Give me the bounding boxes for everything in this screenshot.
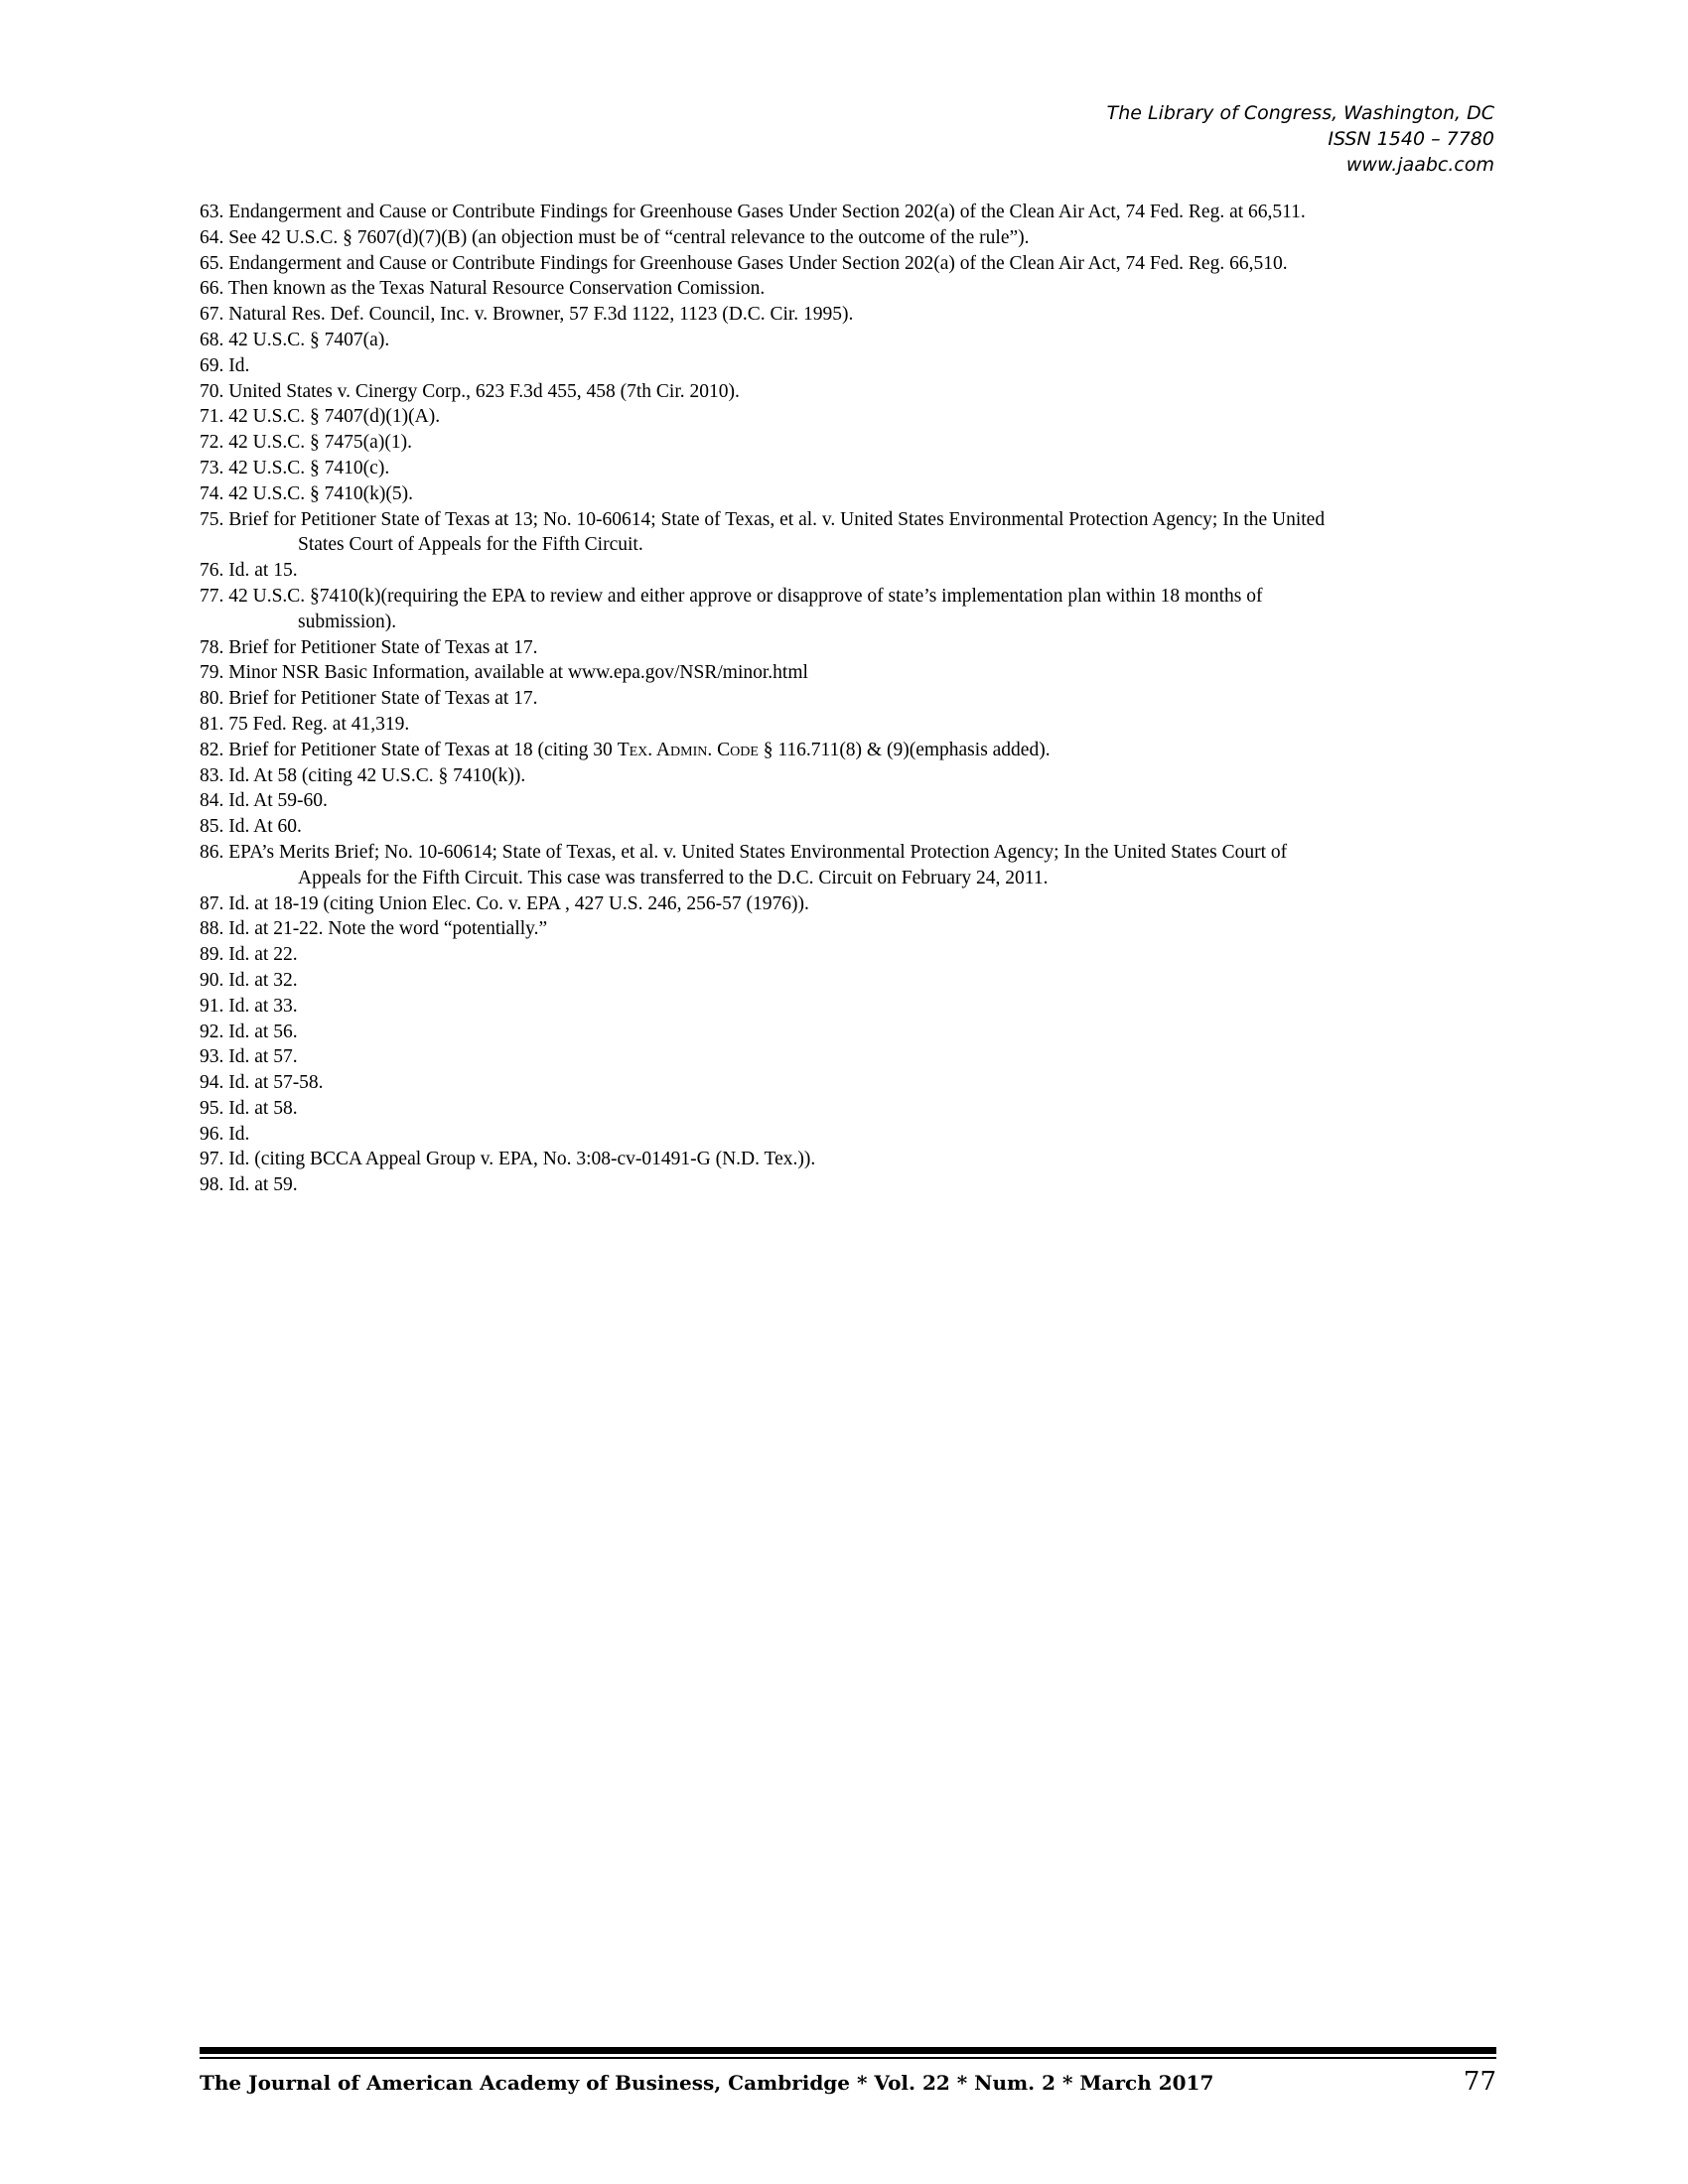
endnote (200, 1172, 1500, 1198)
endnote (200, 456, 1500, 481)
endnote (200, 891, 1500, 917)
endnote-text: 94. Id. at 57-58. (200, 1072, 324, 1094)
endnote-text: 93. Id. at 57. (200, 1046, 298, 1068)
endnote (200, 558, 1500, 584)
endnote (200, 584, 1500, 635)
endnote-text: 66. Then known as the Texas Natural Resource Conservation Comission. (200, 278, 766, 300)
endnote (200, 635, 1500, 661)
endnote (200, 738, 1500, 763)
endnote-text: 76. Id. at 15. (200, 560, 298, 582)
endnote (200, 968, 1500, 994)
endnote-text: 98. Id. at 59. (200, 1174, 298, 1196)
endnote-text: 73. 42 U.S.C. § 7410(c). (200, 457, 390, 478)
endnote-text: 96. Id. (200, 1123, 250, 1145)
running-footer (200, 2067, 1496, 2101)
header-website: www.jaabc.com (1345, 154, 1494, 176)
endnote (200, 225, 1500, 251)
endnote-text: 80. Brief for Petitioner State of Texas at 17. (200, 688, 538, 710)
endnote (200, 788, 1500, 814)
endnote-text: 65. Endangerment and Cause or Contribute Findings for Greenhouse Gases Under Section 202(a) of the Clean Air Act, 74 Fed. Reg. 66,510. (200, 252, 1288, 274)
endnote (200, 481, 1500, 507)
endnote (200, 1096, 1500, 1122)
endnote-text: 70. United States v. Cinergy Corp., 623 F.3d 455, 458 (7th Cir. 2010). (200, 380, 740, 402)
endnote (200, 763, 1500, 789)
endnote (200, 916, 1500, 942)
endnote-text: 90. Id. at 32. (200, 969, 298, 991)
endnote (200, 994, 1500, 1020)
endnote-text: 81. 75 Fed. Reg. at 41,319. (200, 713, 410, 735)
endnote-text: 84. Id. At 59-60. (200, 790, 328, 812)
endnote-text: 75. Brief for Petitioner State of Texas at 13; No. 10-60614; State of Texas, et al. v. United States Environmental Protection Agency; In the United (200, 508, 1326, 530)
endnote-text: 86. EPA’s Merits Brief; No. 10-60614; State of Texas, et al. v. United States Environmental Protection Agency; In the United States Court of (200, 841, 1288, 863)
endnotes-list (200, 200, 1500, 1198)
endnote-text: 74. 42 U.S.C. § 7410(k)(5). (200, 482, 414, 504)
endnote (200, 686, 1500, 712)
endnote-text: 67. Natural Res. Def. Council, Inc. v. Browner, 57 F.3d 1122, 1123 (D.C. Cir. 1995). (200, 304, 854, 326)
running-header (1107, 100, 1494, 178)
footer-rule-thin (200, 2057, 1496, 2059)
endnote-text: 79. Minor NSR Basic Information, available at www.epa.gov/NSR/minor.html (200, 662, 808, 684)
header-issn: ISSN 1540 – 7780 (1328, 128, 1494, 150)
endnote (200, 1147, 1500, 1172)
endnote (200, 712, 1500, 738)
endnote-continuation: Appeals for the Fifth Circuit. This case was transferred to the D.C. Circuit on February 24, 2011. (298, 867, 1049, 888)
endnote-text: 83. Id. At 58 (citing 42 U.S.C. § 7410(k)). (200, 764, 526, 786)
endnote-text: 77. 42 U.S.C. §7410(k)(requiring the EPA to review and either approve or disapprove of state’s implementation plan within 18 months of (200, 585, 1263, 607)
footer-journal-title: The Journal of American Academy of Business, Cambridge * Vol. 22 * Num. 2 * March 2017 (200, 2071, 1214, 2095)
endnote (200, 302, 1500, 328)
endnote (200, 1044, 1500, 1070)
endnote (200, 814, 1500, 840)
endnote (200, 200, 1500, 225)
endnote-text: 64. See 42 U.S.C. § 7607(d)(7)(B) (an objection must be of “central relevance to the outcome of the rule”). (200, 226, 1030, 248)
endnote (200, 353, 1500, 379)
endnote (200, 404, 1500, 430)
endnote-text: 69. Id. (200, 354, 250, 376)
endnote-text: 82. Brief for Petitioner State of Texas at 18 (citing 30 Tex. Admin. Code § 116.711(8) & (9)(emphasis added). (200, 739, 1051, 760)
endnote-text: 88. Id. at 21-22. Note the word “potentially.” (200, 918, 548, 940)
endnote (200, 430, 1500, 456)
endnote (200, 276, 1500, 302)
endnote-text: 71. 42 U.S.C. § 7407(d)(1)(A). (200, 406, 441, 428)
header-library: The Library of Congress, Washington, DC (1106, 102, 1494, 124)
endnote (200, 251, 1500, 277)
endnote-text: 95. Id. at 58. (200, 1097, 298, 1119)
endnote-text: 97. Id. (citing BCCA Appeal Group v. EPA, No. 3:08-cv-01491-G (N.D. Tex.)). (200, 1149, 816, 1170)
endnote-text: 91. Id. at 33. (200, 995, 298, 1017)
endnote-text: 89. Id. at 22. (200, 944, 298, 966)
endnote-text: 72. 42 U.S.C. § 7475(a)(1). (200, 432, 412, 454)
endnote (200, 379, 1500, 405)
endnote-text: 68. 42 U.S.C. § 7407(a). (200, 329, 390, 350)
endnote-text: 92. Id. at 56. (200, 1021, 298, 1042)
endnote-continuation: States Court of Appeals for the Fifth Circuit. (298, 534, 643, 556)
endnote (200, 328, 1500, 353)
endnote-text: 63. Endangerment and Cause or Contribute Findings for Greenhouse Gases Under Section 202(a) of the Clean Air Act, 74 Fed. Reg. at 66,511. (200, 202, 1306, 222)
endnote (200, 660, 1500, 686)
endnote (200, 507, 1500, 559)
footer-rule-thick (200, 2047, 1496, 2054)
endnote (200, 1020, 1500, 1045)
endnote (200, 942, 1500, 968)
endnote-text: 87. Id. at 18-19 (citing Union Elec. Co. v. EPA , 427 U.S. 246, 256-57 (1976)). (200, 892, 809, 914)
endnote (200, 1070, 1500, 1096)
page-number: 77 (1463, 2067, 1496, 2097)
endnote-continuation: submission). (298, 611, 397, 632)
endnote (200, 1122, 1500, 1148)
endnote-text: 85. Id. At 60. (200, 816, 302, 838)
endnote (200, 840, 1500, 891)
endnote-text: 78. Brief for Petitioner State of Texas at 17. (200, 636, 538, 658)
